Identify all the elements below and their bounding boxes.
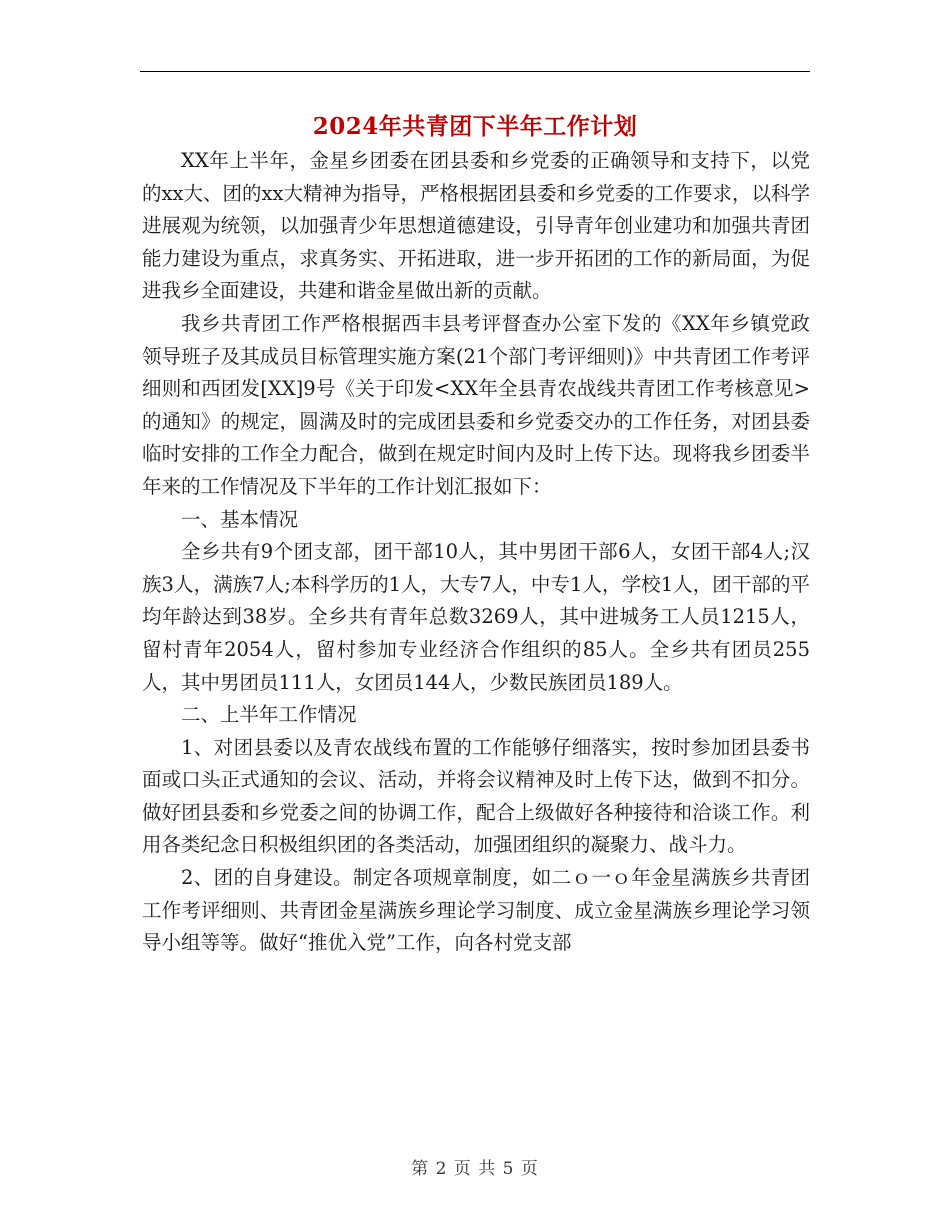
section-heading-basic-situation: 一、基本情况 bbox=[181, 507, 299, 531]
section-heading-first-half-work: 二、上半年工作情况 bbox=[181, 703, 357, 727]
document-body bbox=[142, 145, 810, 960]
paragraph-work-item-1: 1、对团县委以及青农战线布置的工作能够仔细落实，按时参加团县委书面或口头正式通知的会议、活动，并将会议精神及时上传下达，做到不扣分。做好团县委和乡党委之间的协调工作，配合上级做好各种接待和洽谈工作。利用各类纪念日积极组织团的各类活动，加强团组织的凝聚力、战斗力。 bbox=[142, 735, 810, 857]
header-rule bbox=[140, 71, 810, 72]
paragraph-work-item-2: 2、团的自身建设。制定各项规章制度，如二ｏ一ｏ年金星满族乡共青团工作考评细则、共青团金星满族乡理论学习制度、成立金星满族乡理论学习领导小组等等。做好“推优入党”工作，向各村党支部 bbox=[142, 866, 810, 955]
paragraph-intro: XX年上半年，金星乡团委在团县委和乡党委的正确领导和支持下，以党的xx大、团的xx大精神为指导，严格根据团县委和乡党委的工作要求，以科学进展观为统领，以加强青少年思想道德建设，引导青年创业建功和加强共青团能力建设为重点，求真务实、开拓进取，进一步开拓团的工作的新局面，为促进我乡全面建设，共建和谐金星做出新的贡献。 bbox=[142, 149, 810, 303]
page-number-footer: 第 2 页 共 5 页 bbox=[411, 1159, 539, 1179]
paragraph-basis: 我乡共青团工作严格根据西丰县考评督查办公室下发的《XX年乡镇党政领导班子及其成员目标管理实施方案(21个部门考评细则)》中共青团工作考评细则和西团发[XX]9号《关于印发<XX年全县青农战线共青团工作考核意见>的通知》的规定，圆满及时的完成团县委和乡党委交办的工作任务，对团县委临时安排的工作全力配合，做到在规定时间内及时上传下达。现将我乡团委半年来的工作情况及下半年的工作计划汇报如下： bbox=[142, 311, 810, 498]
paragraph-basic-situation: 全乡共有9个团支部，团干部10人，其中男团干部6人，女团干部4人;汉族3人，满族7人;本科学历的1人，大专7人，中专1人，学校1人，团干部的平均年龄达到38岁。全乡共有青年总数3269人，其中进城务工人员1215人，留村青年2054人，留村参加专业经济合作组织的85人。全乡共有团员255人，其中男团员111人，女团员144人，少数民族团员189人。 bbox=[142, 540, 810, 694]
document-title: 2024年共青团下半年工作计划 bbox=[312, 113, 638, 140]
